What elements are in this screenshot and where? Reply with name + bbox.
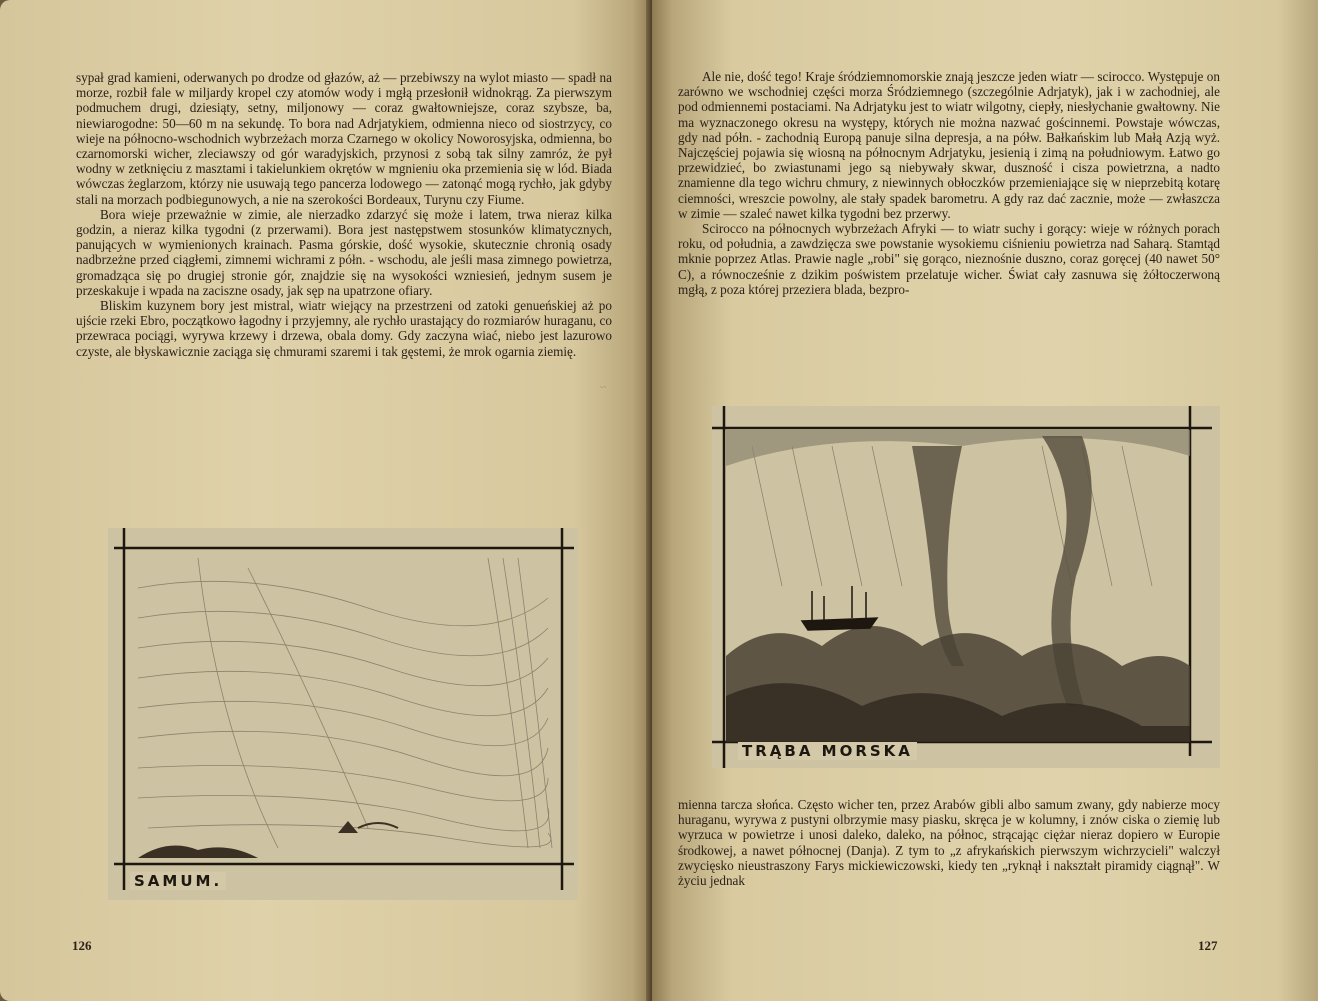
samum-caption: SAMUM. bbox=[130, 872, 226, 890]
waterspout-drawing bbox=[712, 406, 1220, 768]
right-page-number: 127 bbox=[1198, 938, 1218, 953]
right-page-text-bottom bbox=[678, 797, 1220, 888]
right-paragraph-1: Ale nie, dość tego! Kraje śródziemnomorskie znają jeszcze jeden wiatr — scirocco. Występuje on zarówno we wschodniej części morza Śródziemnego (szczególnie Adrjatyk), jak i w zachodniej, ale pod odmiennemi postaciami. Na Adrjatyku jest to wiatr wilgotny, ciepły, niesłychanie gwałtowny. Nie ma wyznaczonego okresu na występy, których nie można nazwać gościnnemi. Powstaje wówczas, gdy nad półn. - zachodnią Europą panuje silna depresja, a na półw. Bałkańskim lub Małą Azją wyż. Najczęściej pojawia się wiosną na północnym Adrjatyku, jesienią i zimą na południowym. Łatwo go przewidzieć, bo zwiastunami jego są niebywały skwar, duszność i cisza powietrzna, a nadto znamienne dla tego wichru chmury, z niewinnych obłoczków przemieniające się w nieprzebitą kotarę ciemności, wreszcie powolny, ale stały spadek barometru. A gdy raz dać zacznie, może — zwłaszcza w zimie — szaleć nawet kilka tygodni bez przerwy. bbox=[678, 69, 1220, 221]
traba-morska-illustration bbox=[712, 406, 1220, 768]
samum-drawing bbox=[108, 528, 578, 900]
left-page bbox=[0, 0, 652, 1001]
left-page-number: 126 bbox=[72, 938, 92, 953]
left-paragraph-3: Bliskim kuzynem bory jest mistral, wiatr wiejący na przestrzeni od zatoki genueńskiej aż po ujście rzeki Ebro, początkowo łagodny i przyjemny, ale rychło urastający do rozmiarów huraganu, co przewraca pociągi, wyrywa krzewy i drzewa, obala domy. Gdy zaczyna wiać, niebo jest lazurowo czyste, ale błyskawicznie zaciąga się chmurami szaremi i tak gęstemi, że mrok ogarnia ziemię. bbox=[76, 298, 612, 359]
bleed-through-text: ~ bbox=[600, 380, 607, 394]
left-paragraph-2: Bora wieje przeważnie w zimie, ale nierzadko zdarzyć się może i latem, trwa nieraz kilka godzin, a nieraz kilka tygodni (z przerwami). Bora jest następstwem stosunków klimatycznych, panujących w wymienionych krainach. Pasma górskie, dość wysokie, skutecznie chronią osady nadbrzeżne przed ciągłemi, zimnemi wichrami z półn. - wschodu, ale jeśli masa zimnego powietrza, gromadząca się po drugiej stronie gór, znajdzie się na wysokości wzniesień, jednym susem je przeskakuje i wpada na zaciszne osady, jak sęp na upatrzone ofiary. bbox=[76, 206, 612, 298]
left-paragraph-1: sypał grad kamieni, oderwanych po drodze od głazów, aż — przebiwszy na wylot miasto — spadł na morze, rozbił fale w miljardy kropel czy atomów wody i mgłą przesłonił widnokrąg. Za pierwszym podmuchem drugi, dziesiąty, setny, miljonowy — coraz gwałtowniejsze, coraz szybsze, ba, niewiarogodne: 50—60 m na sekundę. To bora nad Adrjatykiem, odmienna nieco od siostrzycy, co wieje na północno-wschodnich wybrzeżach morza Czarnego w okolicy Noworosyjska, odmienna, bo czarnomorski wicher, zleciawszy od gór waradyjskich, przynosi z sobą tak silny zamróz, że pył wodny w zetknięciu z masztami i takielunkiem okrętów w mgnieniu oka przemienia się w lód. Biada wówczas żeglarzom, którzy nie usuwają tego pancerza lodowego — zatonąć mogą rychło, jak gdyby stali na morzach podbiegunowych, a nie na szerokości Bordeaux, Turynu czy Fiume. bbox=[76, 70, 612, 207]
right-page-text-top bbox=[678, 69, 1220, 297]
traba-morska-caption: TRĄBA MORSKA bbox=[738, 742, 917, 760]
samum-illustration bbox=[108, 528, 578, 900]
right-paragraph-3: mienna tarcza słońca. Często wicher ten, przez Arabów gibli albo samum zwany, gdy nabierze mocy huraganu, wyrywa z pustyni olbrzymie masy piasku, skręca je w kolumny, i znów ciska o ziemię lub wyrzuca w powietrze i unosi daleko, daleko, na północ, strącając ciężar nieraz dopiero w Europie środkowej, a nawet północnej (Danja). Z tym to „z afrykańskich pierwszym wichrzycieli" walczył zwycięsko nieustraszony Farys mickiewiczowski, kiedy ten „ryknął i nakształt piramidy ciągnął". W życiu jednak bbox=[678, 797, 1220, 889]
left-page-text bbox=[76, 70, 612, 359]
right-page bbox=[652, 0, 1318, 1001]
right-paragraph-2: Scirocco na północnych wybrzeżach Afryki — to wiatr suchy i gorący: wieje w różnych porach roku, od południa, a zawdzięcza swe powstanie wysokiemu ciśnieniu powietrza nad Saharą. Stamtąd mknie poprzez Atlas. Prawie nagle „robi" się gorąco, nieznośnie duszno, coraz goręcej (40 nawet 50° C), a równocześnie z dzikim poświstem przelatuje wicher. Świat cały zasnuwa się żółtoczerwoną mgłą, z poza której przeziera blada, bezpro- bbox=[678, 221, 1220, 297]
